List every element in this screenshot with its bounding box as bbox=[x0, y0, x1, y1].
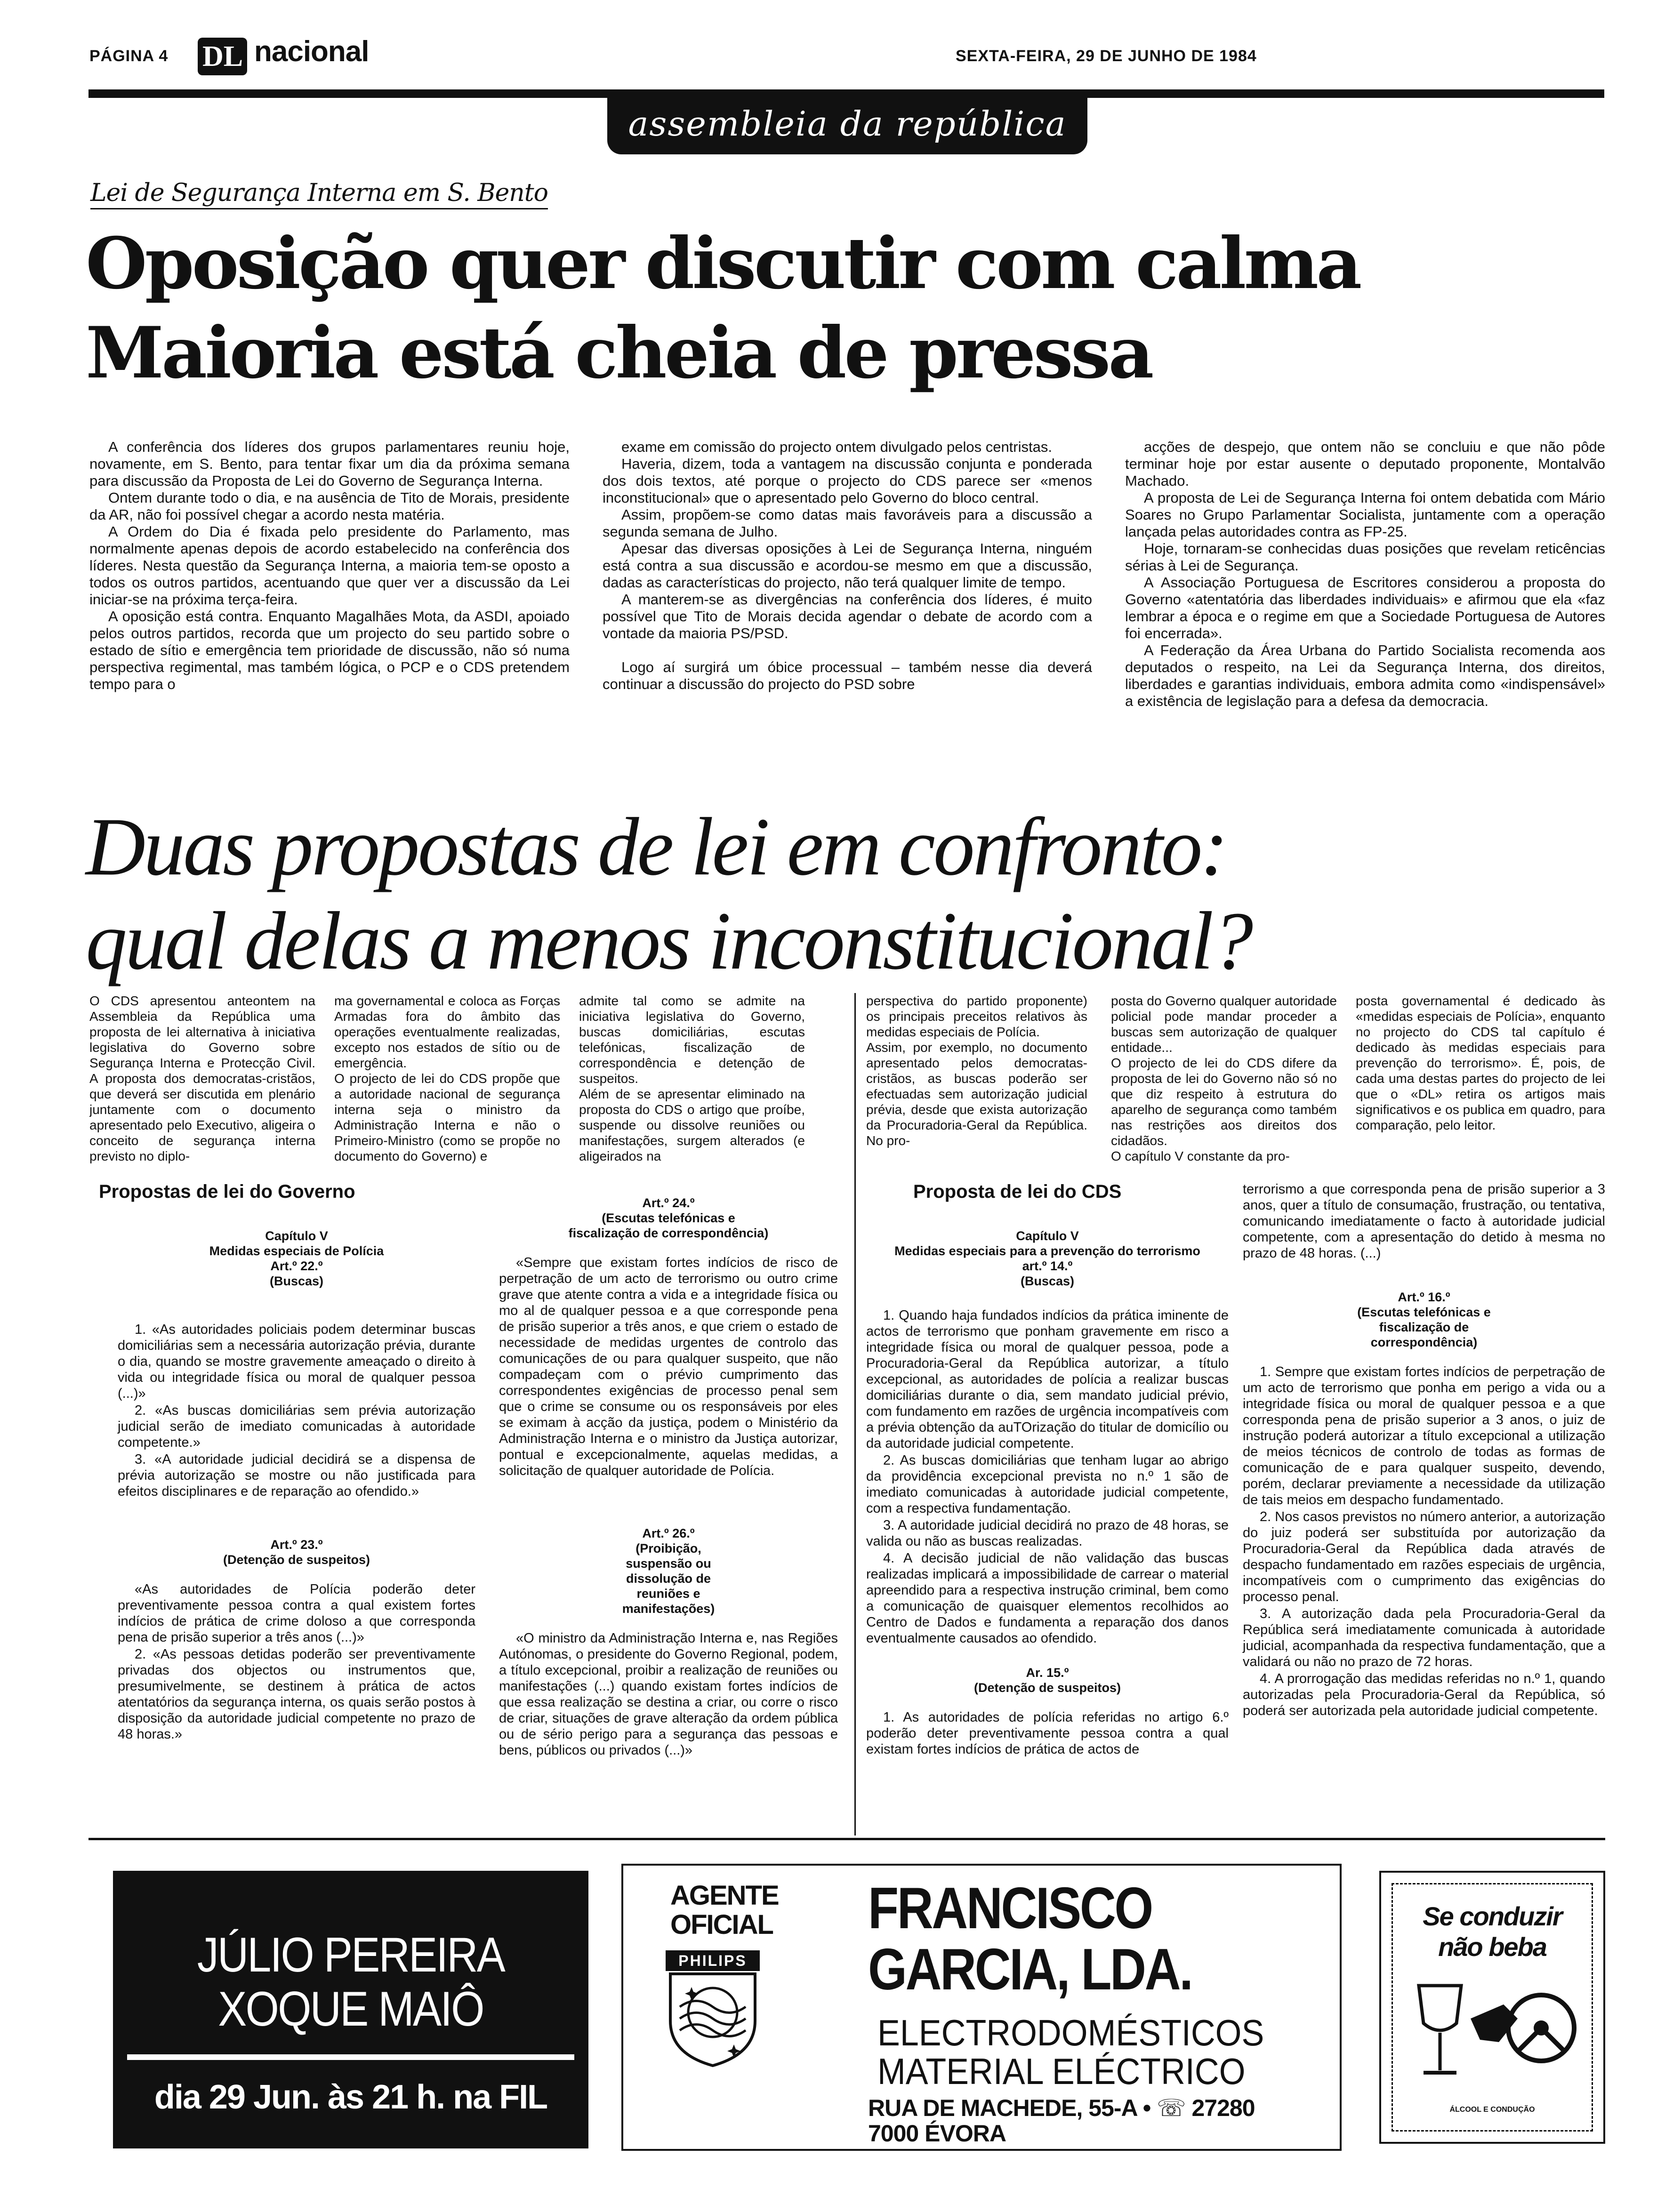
paragraph: 1. «As autoridades policiais podem determinar buscas domiciliárias sem a necessária autorização prévia, durante o dia, quando se mostre gravemente ameaçado o direito à vida ou integridade física ou moral de qualquer pessoa (...)» bbox=[118, 1322, 475, 1401]
paragraph: A Federação da Área Urbana do Partido Socialista recomenda aos deputados o respeito, na Lei da Segurança Interna, dos direitos, liberdades e garantias individuais, embora admita como «indispensável» a existência de legislação para a defesa da democracia. bbox=[1125, 642, 1605, 709]
article2-col2: ma governamental e coloca as Forças Armadas fora do âmbito das operações eventualmente realizadas, excepto nos estados de sítio ou de emergência. O projecto de lei do CDS propõe que a autoridade nacional de segurança interna seja o ministro da Administração Interna e não o Primeiro-Ministro (como se propõe no documento do Governo) e bbox=[334, 994, 560, 1163]
section-name: nacional bbox=[254, 35, 369, 68]
paragraph: «Sempre que existam fortes indícios de risco de perpetração de um acto de terrorismo ou outro crime grave que atente contra a vida e a integridade física ou mo al de qualquer pessoa e a que corresponde pena de prisão superior a três anos, e que criem o estado de necessidade de medidas urgentes de controlo das comunicações de ou para qualquer suspeito, que não compadeçam com o prévio cumprimento das correspondentes exigências de processo penal sem que o crime se consume ou os responsáveis por eles se eximam à acção da justiça, podem o Ministério da Administração Interna e o ministro da Justiça autorizar, pontual e excepcionalmente, aquelas medidas, a solicitação de qualquer autoridade de Polícia. bbox=[499, 1255, 838, 1478]
cds-box-title: Proposta de lei do CDS bbox=[913, 1181, 1122, 1202]
ad1-line1: JÚLIO PEREIRA bbox=[197, 1928, 505, 1982]
page-date: SEXTA-FEIRA, 29 DE JUNHO DE 1984 bbox=[956, 47, 1257, 65]
banner-text: assembleia da república bbox=[628, 104, 1067, 144]
paragraph: 2. «As buscas domiciliárias sem prévia autorização judicial serão de imediato comunicadas à autoridade competente.» bbox=[118, 1403, 475, 1450]
paragraph: A Ordem do Dia é fixada pelo presidente do Parlamento, mas normalmente apenas depois de acordo estabelecido na conferência dos líderes. Nesta questão da Segurança Interna, a maioria tem-se oposto a todos os outros partidos, acentuando que quer ver a discussão da Lei iniciar-se na próxima terça-feira. bbox=[89, 523, 570, 608]
paragraph: Assim, propõem-se como datas mais favoráveis para a discussão a segunda semana de Julho. bbox=[603, 506, 1092, 540]
article2-col5: posta do Governo qualquer autoridade policial pode mandar proceder a buscas sem autorização de qualquer entidade... O projecto de lei do CDS difere da proposta de lei do Governo não só no que diz respeito à estrutura do aparelho de segurança como também nas restrições aos direitos dos cidadãos. O capítulo V constante da pro- bbox=[1111, 994, 1337, 1163]
gov-art22-title: Art.º 22.º bbox=[270, 1259, 323, 1273]
gov-art23-title: Art.º 23.º bbox=[270, 1538, 323, 1552]
gov-art23-body bbox=[118, 1581, 475, 1742]
kicker: Lei de Segurança Interna em S. Bento bbox=[90, 179, 548, 209]
subheadline-line1: Duas propostas de lei em confronto: bbox=[86, 801, 1227, 893]
philips-shield-icon bbox=[666, 1950, 760, 2068]
box-divider bbox=[854, 993, 856, 1835]
cds-art16-body bbox=[1243, 1364, 1605, 1719]
ad-se-conduzir bbox=[1379, 1871, 1605, 2144]
newspaper-logo bbox=[198, 38, 247, 75]
philips-brand: PHILIPS bbox=[678, 1952, 747, 1969]
ad-julio-pereira bbox=[113, 1871, 588, 2148]
gov-art22-body bbox=[118, 1322, 475, 1499]
header-rule bbox=[88, 89, 1604, 98]
paragraph: 1. As autoridades de polícia referidas no artigo 6.º poderão deter preventivamente pessoa contra a qual existam fortes indícios de prática de actos de bbox=[866, 1710, 1229, 1757]
ads-rule bbox=[88, 1838, 1605, 1840]
cds-art15-title: Ar. 15.º bbox=[1026, 1666, 1069, 1680]
cds-art14-sub: (Buscas) bbox=[1020, 1274, 1075, 1288]
paragraph: Logo aí surgirá um óbice processual – também nesse dia deverá continuar a discussão do projecto do PSD sobre bbox=[603, 659, 1092, 692]
paragraph: A oposição está contra. Enquanto Magalhães Mota, da ASDI, apoiado pelos outros partidos, recorda que um projecto do seu partido sobre o estado de sítio e emergência tem prioridade de discussão, não só numa perspectiva regimental, mas também lógica, o PCP e o CDS pretendem tempo para o bbox=[89, 608, 570, 692]
article1-col2 bbox=[603, 439, 1092, 787]
ad1-divider bbox=[127, 2054, 574, 2060]
paragraph: exame em comissão do projecto ontem divulgado pelos centristas. bbox=[621, 439, 1052, 455]
gov-chapter-sub: Medidas especiais de Polícia bbox=[209, 1244, 384, 1258]
ad3-line2: não beba bbox=[1438, 1932, 1546, 1962]
paragraph: Haveria, dizem, toda a vantagem na discussão conjunta e ponderada dos dois textos, até porque o projecto do CDS parece ser «menos inconstitucional» que o apresentado pelo Governo do bloco central. bbox=[603, 456, 1092, 506]
cds-chapter-sub: Medidas especiais para a prevenção do terrorismo bbox=[894, 1244, 1200, 1258]
paragraph: 3. «A autoridade judicial decidirá se a dispensa de prévia autorização se mostre ou não justificada para efeitos disciplinares e de reparação ao ofendido.» bbox=[118, 1452, 475, 1499]
cds-art16-sub: (Escutas telefónicas e fiscalização de correspondência) bbox=[1357, 1305, 1491, 1349]
gov-art23-sub: (Detenção de suspeitos) bbox=[223, 1553, 370, 1567]
paragraph: «O ministro da Administração Interna e, nas Regiões Autónomas, o presidente do Governo Regional, podem, a título excepcional, proibir a realização de reuniões ou manifestações (...) quando existam fortes indícios de que essa realização se destina a criar, ou corre o risco de criar, situações de grave alteração da ordem pública ou de sério perigo para a segurança das pessoas e bens, públicos ou privados (...)» bbox=[499, 1631, 838, 1758]
cds-art14-title: art.º 14.º bbox=[1022, 1259, 1073, 1273]
gov-right-column bbox=[499, 1195, 838, 1759]
paragraph: 2. «As pessoas detidas poderão ser preventivamente privadas dos objectos ou instrumentos que, presumivelmente, se destinem à prática de actos atentatórios da segurança interna, os quais serão postos à disposição da autoridade judicial competente no prazo de 48 horas.» bbox=[118, 1647, 475, 1742]
paragraph: 4. A decisão judicial de não validação das buscas realizadas implicará a impossibilidade de carrear o material apreendido para a respectiva instrução criminal, bem como a comunicação de quaisquer elementos recolhidos ao Centro de Dados e fundamenta a reparação dos danos eventualmente causados ao ofendido. bbox=[866, 1551, 1229, 1646]
ad2-company2: GARCIA, LDA. bbox=[868, 1937, 1192, 2002]
paragraph: 2. As buscas domiciliárias que tenham lugar ao abrigo da providência excepcional prevista no n.º 1 são de imediato comunicadas à autoridade judicial competente, com a respectiva fundamentação. bbox=[866, 1453, 1229, 1516]
cds-art15-body bbox=[866, 1709, 1229, 1757]
gov-chapter: Capítulo V bbox=[265, 1229, 328, 1243]
paragraph: A conferência dos líderes dos grupos parlamentares reuniu hoje, novamente, em S. Bento, para tentar fixar um dia da próxima semana para discussão da Proposta de Lei do Governo de Segurança Interna. bbox=[89, 439, 570, 489]
article2-col4: perspectiva do partido proponente) os principais preceitos relativos às medidas especiais de Polícia. Assim, por exemplo, no documento apresentado pelos democratas-cristãos, as buscas poderão ser efectuadas sem autorização judicial prévia, desde que exista autorização da Procuradoria-Geral da República. No pro- bbox=[866, 994, 1087, 1148]
paragraph: 1. Sempre que existam fortes indícios de perpetração de um acto de terrorismo que ponha em perigo a vida ou a integridade física ou moral de qualquer pessoa e a que corresponda pena de prisão superior a 3 anos, o juiz de instrução poderá autorizar a título excepcional a utilização de meios técnicos de controlo de todas as formas de comunicação de e para qualquer suspeito, devendo, porém, declarar previamente a necessidade da utilização de tais meios em despacho fundamentado. bbox=[1243, 1364, 1605, 1507]
paragraph: 3. A autoridade judicial decidirá no prazo de 48 horas, se valida ou não as buscas realizadas. bbox=[866, 1518, 1229, 1549]
article2-col3: admite tal como se admite na iniciativa legislativa do Governo, buscas domiciliárias, escutas telefónicas, fiscalização de correspondência e detenção de suspeitos. Além de se apresentar eliminado na proposta do CDS o artigo que proíbe, suspende ou dissolve reuniões ou manifestações, surgem alterados (e aligeirados na bbox=[579, 994, 805, 1163]
article2-col1: O CDS apresentou anteontem na Assembleia da República uma proposta de lei alternativa à iniciativa legislativa do Governo sobre Segurança Interna e Protecção Civil. A proposta dos democratas-cristãos, que deverá ser discutida em plenário juntamente com o documento apresentado pelo Executivo, aligeira o conceito de segurança interna previsto no diplo- bbox=[89, 994, 315, 1163]
paragraph: A manterem-se as divergências na conferência dos líderes, é muito possível que Tito de Morais decida agendar o debate de acordo com a vontade da maioria PS/PSD. bbox=[603, 591, 1092, 641]
glass-and-wheel-icon bbox=[1405, 1976, 1584, 2094]
paragraph: A Associação Portuguesa de Escritores considerou a proposta do Governo «atentatória das liberdades individuais» e afirmou que ela «faz lembrar a época e o regime em que a Sociedade Portuguesa de Autores foi encerrada». bbox=[1125, 574, 1605, 641]
ad3-line1: Se conduzir bbox=[1423, 1901, 1562, 1931]
page-label: PÁGINA 4 bbox=[89, 47, 169, 65]
paragraph: A proposta de Lei de Segurança Interna foi ontem debatida com Mário Soares no Grupo Parlamentar Socialista, juntamente com a operação lançada pelas autoridades contra as FP-25. bbox=[1125, 489, 1605, 540]
ad2-agente: AGENTE bbox=[670, 1880, 779, 1911]
ad1-line2: XOQUE MAIÔ bbox=[218, 1982, 483, 2036]
gov-art22-sub: (Buscas) bbox=[269, 1274, 324, 1288]
paragraph: 3. A autorização dada pela Procuradoria-Geral da República será imediatamente comunicada à autoridade judicial, acompanhada da respectiva fundamentação, que a validará ou não no prazo de 72 horas. bbox=[1243, 1606, 1605, 1669]
paragraph: Ontem durante todo o dia, e na ausência de Tito de Morais, presidente da AR, não foi possível chegar a acordo nesta matéria. bbox=[89, 489, 570, 523]
ad2-line2: MATERIAL ELÉCTRICO bbox=[877, 2051, 1246, 2092]
cds-art15-sub: (Detenção de suspeitos) bbox=[973, 1681, 1121, 1695]
gov-art24-body bbox=[499, 1255, 838, 1479]
cds-art14-body bbox=[866, 1307, 1229, 1646]
paragraph: Apesar das diversas oposições à Lei de Segurança Interna, ninguém está contra a sua discussão e acordou-se mesmo em que a discussão, dadas as características do projecto, não terá qualquer limite de tempo. bbox=[603, 540, 1092, 591]
paragraph: «As autoridades de Polícia poderão deter preventivamente pessoa contra a qual existem fortes indícios de prática de crime doloso a que corresponda pena de prisão superior a três anos (...)» bbox=[118, 1582, 475, 1645]
headline-line2: Maioria está cheia de pressa bbox=[86, 312, 1152, 394]
cds-continued-body bbox=[1243, 1181, 1605, 1261]
gov-art26-body bbox=[499, 1630, 838, 1758]
gov-left-column bbox=[118, 1228, 475, 1743]
cds-right-column bbox=[1243, 1181, 1605, 1720]
ad2-company1: FRANCISCO bbox=[868, 1876, 1152, 1941]
paragraph: 2. Nos casos previstos no número anterior, a autorização do juiz poderá ser substituída por autorização da Procuradoria-Geral da República dada através de despacho fundamentado em razões especiais de urgência, incompatíveis com o cumprimento das exigências do processo penal. bbox=[1243, 1509, 1605, 1604]
headline-line1: Oposição quer discutir com calma bbox=[86, 222, 1360, 305]
gov-box-title: Propostas de lei do Governo bbox=[99, 1181, 355, 1202]
ad1-line3: dia 29 Jun. às 21 h. na FIL bbox=[154, 2078, 547, 2116]
gov-art26-title: Art.º 26.º bbox=[642, 1526, 695, 1540]
paragraph: Hoje, tornaram-se conhecidas duas posições que revelam reticências sérias à Lei de Segurança. bbox=[1125, 540, 1605, 574]
section-banner bbox=[607, 98, 1087, 154]
ad2-city: 7000 ÉVORA bbox=[868, 2120, 1006, 2147]
article1-col1 bbox=[89, 439, 570, 787]
subheadline-line2: qual delas a menos inconstitucional? bbox=[86, 895, 1252, 987]
gov-art24-title: Art.º 24.º bbox=[642, 1196, 695, 1210]
cds-left-column bbox=[866, 1228, 1229, 1758]
gov-art24-sub: (Escutas telefónicas e fiscalização de correspondência) bbox=[568, 1211, 769, 1240]
paragraph: terrorismo a que corresponda pena de prisão superior a 3 anos, quer a título de consumação, frustração, ou tentativa, comunicando imediatamente o facto à autoridade judicial competente, com a apresentação do detido à mesma no prazo de 48 horas. (...) bbox=[1243, 1182, 1605, 1261]
article2-col6: posta governamental é dedicado às «medidas especiais de Polícia», enquanto no projecto do CDS tal capítulo é dedicado às medidas especiais para prevenção do terrorismo». É, pois, de cada uma destas partes do projecto de lei que o «DL» retira os artigos mais significativos e os publica em quadro, para comparação, pelo leitor. bbox=[1356, 994, 1605, 1132]
article1-col3 bbox=[1125, 439, 1605, 787]
ad2-line1: ELECTRODOMÉSTICOS bbox=[877, 2012, 1264, 2053]
ad-francisco-garcia bbox=[621, 1864, 1342, 2151]
ad2-address: RUA DE MACHEDE, 55-A • ☏ 27280 bbox=[868, 2095, 1255, 2121]
paragraph: 1. Quando haja fundados indícios da prática iminente de actos de terrorismo que ponham gravemente em risco a integridade física ou moral de qualquer pessoa, pode a Procuradoria-Geral da República autorizar, a título excepcional, as autoridades de polícia a realizar buscas domiciliárias durante o dia, sem mandato judicial prévio, com fundamento em razões de urgência incompatíveis com a prévia obtenção da auTOrização do titular de domicílio ou da autoridade judicial competente. bbox=[866, 1308, 1229, 1451]
cds-art16-title: Art.º 16.º bbox=[1398, 1290, 1450, 1304]
paragraph: 4. A prorrogação das medidas referidas no n.º 1, quando autorizadas pela Procuradoria-Geral da República, só poderá ser autorizada pela autoridade judicial competente. bbox=[1243, 1671, 1605, 1718]
svg-text:DL: DL bbox=[202, 40, 243, 72]
paragraph: acções de despejo, que ontem não se concluiu e que não pôde terminar hoje por estar ausente o deputado proponente, Montalvão Machado. bbox=[1125, 439, 1605, 489]
ad3-small: ÁLCOOL E CONDUÇÃO bbox=[1449, 2106, 1535, 2114]
gov-art26-sub: (Proibição, suspensão ou dissolução de reuniões e manifestações) bbox=[622, 1541, 715, 1616]
cds-chapter: Capítulo V bbox=[1016, 1229, 1079, 1243]
ad2-oficial: OFICIAL bbox=[670, 1909, 773, 1940]
